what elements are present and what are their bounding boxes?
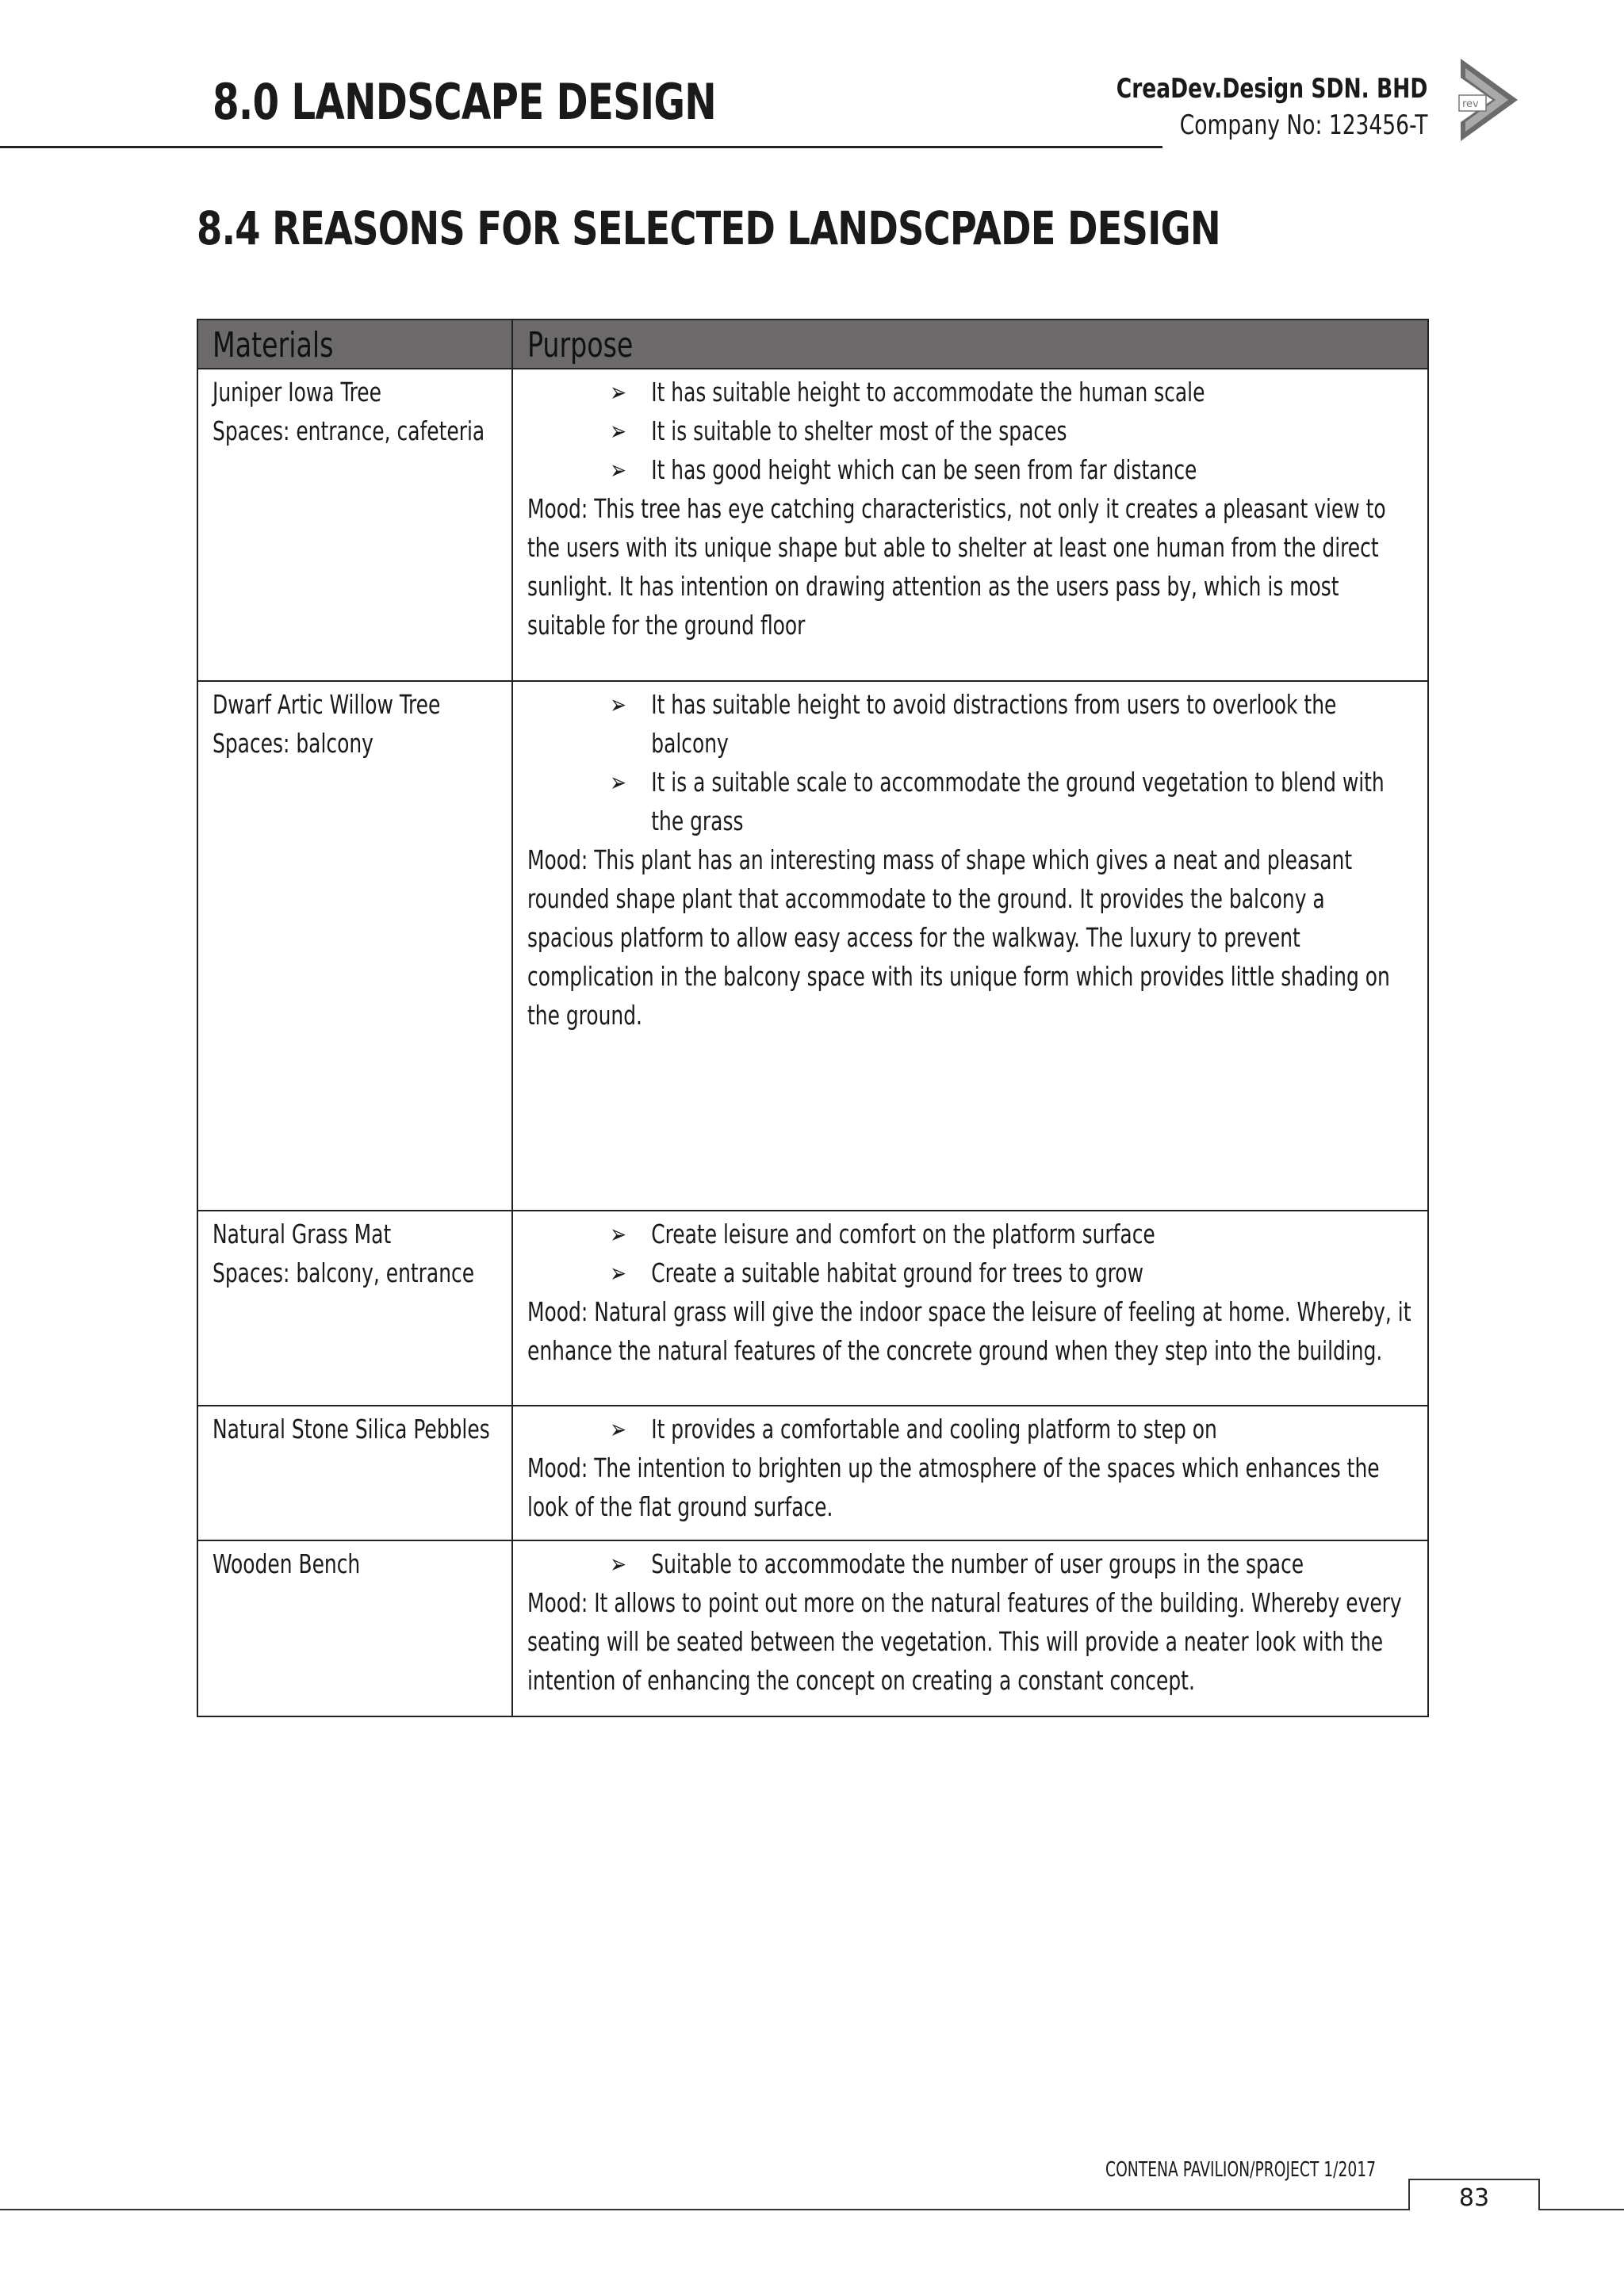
arrow-bullet-icon: ➢ — [610, 415, 627, 446]
mood-description: Mood: It allows to point out more on the natural features of the building. Whereby every seating will be seated between the vegetation. This will provide a neater look with the intention of enhancing the concept on creating a constant concept. — [527, 1587, 1402, 1696]
material-cell — [197, 1406, 512, 1540]
company-name: CreaDev.Design SDN. BHD — [1116, 73, 1427, 105]
table-row — [197, 1211, 1428, 1406]
table-row — [197, 1540, 1428, 1716]
company-info — [1028, 73, 1427, 141]
chapter-title: 8.0 LANDSCAPE DESIGN — [213, 73, 716, 131]
purpose-bullet — [527, 411, 1413, 450]
material-name: Juniper Iowa Tree — [213, 377, 381, 408]
purpose-bullet-list — [527, 1544, 1413, 1583]
table-row — [197, 369, 1428, 681]
company-number: Company No: 123456-T — [1179, 109, 1427, 141]
bullet-text: It has good height which can be seen from far distance — [651, 454, 1197, 485]
arrow-bullet-icon: ➢ — [610, 767, 627, 798]
table-row — [197, 681, 1428, 1211]
material-cell — [197, 369, 512, 681]
material-cell — [197, 681, 512, 1211]
material-cell — [197, 1540, 512, 1716]
purpose-bullet — [527, 373, 1413, 411]
purpose-bullet — [527, 763, 1413, 840]
mood-description: Mood: Natural grass will give the indoor space the leisure of feeling at home. Whereby, it enhance the natural features of the concrete ground when they step into the building. — [527, 1296, 1411, 1366]
section-title: 8.4 REASONS FOR SELECTED LANDSCPADE DESIGN — [197, 201, 1220, 255]
materials-table — [197, 319, 1429, 1717]
creadev-logo-icon — [1456, 55, 1522, 144]
mood-description: Mood: The intention to brighten up the atmosphere of the spaces which enhances the look of the flat ground surface. — [527, 1452, 1380, 1522]
footer-project: CONTENA PAVILION/PROJECT 1/2017 — [1105, 2158, 1377, 2182]
arrow-bullet-icon: ➢ — [610, 1257, 627, 1288]
purpose-bullet — [527, 685, 1413, 763]
purpose-cell — [512, 681, 1428, 1211]
arrow-bullet-icon: ➢ — [610, 1414, 627, 1445]
bullet-text: It has suitable height to accommodate the human scale — [651, 377, 1205, 408]
bullet-text: It is suitable to shelter most of the spaces — [651, 415, 1067, 446]
purpose-bullet — [527, 1410, 1413, 1448]
mood-description: Mood: This tree has eye catching characteristics, not only it creates a pleasant view to the users with its unique shape but able to shelter at least one human from the direct sunlight. It has intention on drawing attention as the users pass by, which is most suitable for the ground floor — [527, 493, 1386, 641]
purpose-cell — [512, 1211, 1428, 1406]
bullet-text: Suitable to accommodate the number of user groups in the space — [651, 1548, 1304, 1579]
purpose-bullet-list — [527, 1410, 1413, 1448]
arrow-bullet-icon: ➢ — [610, 454, 627, 485]
material-name: Wooden Bench — [213, 1548, 361, 1579]
bullet-text: It provides a comfortable and cooling platform to step on — [651, 1414, 1217, 1445]
purpose-bullet — [527, 1253, 1413, 1292]
bullet-text: It is a suitable scale to accommodate the ground vegetation to blend with the grass — [651, 767, 1385, 836]
material-spaces: Spaces: balcony, entrance — [213, 1257, 475, 1288]
bullet-text: It has suitable height to avoid distractions from users to overlook the balcony — [651, 689, 1337, 759]
material-name: Natural Grass Mat — [213, 1219, 392, 1249]
material-name: Dwarf Artic Willow Tree — [213, 689, 441, 720]
header-divider — [0, 146, 1162, 148]
material-name: Natural Stone Silica Pebbles — [213, 1414, 490, 1445]
purpose-bullet-list — [527, 1215, 1413, 1292]
bullet-text: Create a suitable habitat ground for trees to grow — [651, 1257, 1143, 1288]
bullet-text: Create leisure and comfort on the platform surface — [651, 1219, 1155, 1249]
purpose-cell — [512, 1406, 1428, 1540]
arrow-bullet-icon: ➢ — [610, 689, 627, 720]
purpose-bullet — [527, 1544, 1413, 1583]
arrow-bullet-icon: ➢ — [610, 377, 627, 408]
material-spaces: Spaces: balcony — [213, 728, 373, 759]
purpose-cell — [512, 369, 1428, 681]
table-row — [197, 1406, 1428, 1540]
header-materials: Materials — [197, 320, 512, 369]
arrow-bullet-icon: ➢ — [610, 1219, 627, 1249]
material-spaces: Spaces: entrance, cafeteria — [213, 415, 485, 446]
page-number: 83 — [1408, 2179, 1540, 2210]
purpose-bullet — [527, 450, 1413, 489]
purpose-bullet — [527, 1215, 1413, 1253]
mood-description: Mood: This plant has an interesting mass of shape which gives a neat and pleasant rounded shape plant that accommodate to the ground. It provides the balcony a spacious platform to allow easy access for the walkway. The luxury to prevent complication in the balcony space with its unique form which provides little shading on the ground. — [527, 844, 1390, 1031]
footer-divider — [0, 2209, 1624, 2210]
material-cell — [197, 1211, 512, 1406]
arrow-bullet-icon: ➢ — [610, 1548, 627, 1579]
purpose-bullet-list — [527, 373, 1413, 489]
table-header-row — [197, 320, 1428, 369]
header-purpose: Purpose — [512, 320, 1428, 369]
purpose-cell — [512, 1540, 1428, 1716]
purpose-bullet-list — [527, 685, 1413, 840]
svg-text:rev: rev — [1462, 98, 1479, 110]
